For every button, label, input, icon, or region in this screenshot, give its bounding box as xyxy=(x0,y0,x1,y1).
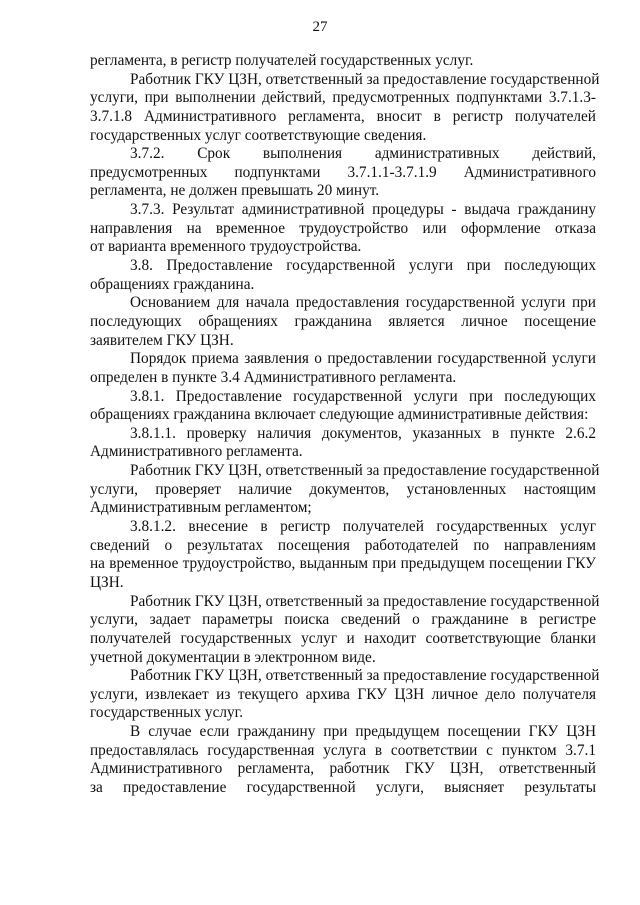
text-line: 3.7.2. Срок выполнения административных действий, xyxy=(130,145,596,163)
text-line: Работник ГКУ ЦЗН, ответственный за предоставление государственной xyxy=(130,462,600,480)
text-line: за предоставление государственной услуги, выясняет результаты xyxy=(90,778,596,796)
text-line: обращениях гражданина включает следующие административные действия: xyxy=(90,406,589,424)
text-line: сведений о результатах посещения работодателей по направлениям xyxy=(90,536,596,554)
text-line: предусмотренных подпунктами 3.7.1.1-3.7.1.9 Административного xyxy=(90,163,596,181)
text-line: учетной документации в электронном виде. xyxy=(90,648,376,666)
text-line: услуги, задает параметры поиска сведений о гражданине в регистре xyxy=(90,611,596,629)
text-line: Административным регламентом; xyxy=(90,499,312,517)
text-line: услуги, проверяет наличие документов, установленных настоящим xyxy=(90,480,596,498)
text-line: Работник ГКУ ЦЗН, ответственный за предоставление государственной xyxy=(130,592,600,610)
text-line: регламента, не должен превышать 20 минут. xyxy=(90,182,380,200)
text-line: 3.8. Предоставление государственной услуги при последующих xyxy=(130,257,596,275)
text-line: 3.7.1.8 Административного регламента, вносит в регистр получателей xyxy=(90,107,596,125)
text-line: регламента, в регистр получателей государственных услуг. xyxy=(90,52,474,69)
page-number: 27 xyxy=(312,19,328,35)
text-line: государственных услуг соответствующие сведения. xyxy=(90,126,427,144)
text-line: государственных услуг. xyxy=(90,704,244,722)
text-line: направления на временное трудоустройство или оформление отказа xyxy=(90,219,596,237)
text-line: ЦЗН. xyxy=(90,573,124,591)
text-line: получателей государственных услуг и находит соответствующие бланки xyxy=(90,629,596,647)
text-line: Административного регламента, работник ГКУ ЦЗН, ответственный xyxy=(90,760,596,778)
text-line: предоставлялась государственная услуга в соответствии с пунктом 3.7.1 xyxy=(90,741,596,759)
text-line: услуги, извлекает из текущего архива ГКУ ЦЗН личное дело получателя xyxy=(90,685,596,703)
text-line: 3.8.1.2. внесение в регистр получателей государственных услуг xyxy=(130,518,596,536)
text-line: Работник ГКУ ЦЗН, ответственный за предоставление государственной xyxy=(130,70,600,88)
text-line: Порядок приема заявления о предоставлении государственной услуги xyxy=(130,350,596,368)
text-line: обращениях гражданина. xyxy=(90,275,255,293)
text-line: 3.8.1. Предоставление государственной услуги при последующих xyxy=(130,387,596,405)
text-line: определен в пункте 3.4 Административного регламента. xyxy=(90,368,457,386)
document-body xyxy=(90,52,600,798)
text-line: Основанием для начала предоставления государственной услуги при xyxy=(130,294,596,312)
text-line: от варианта временного трудоустройства. xyxy=(90,238,362,256)
text-line: 3.8.1.1. проверку наличия документов, указанных в пункте 2.6.2 xyxy=(130,424,596,442)
text-line: Административного регламента. xyxy=(90,443,303,461)
text-line: на временное трудоустройство, выданным при предыдущем посещении ГКУ xyxy=(90,555,596,573)
text-line: В случае если гражданину при предыдущем посещении ГКУ ЦЗН xyxy=(130,723,596,741)
text-line: Работник ГКУ ЦЗН, ответственный за предоставление государственной xyxy=(130,667,600,685)
text-line: услуги, при выполнении действий, предусмотренных подпунктами 3.7.1.3- xyxy=(90,89,596,107)
text-line: заявителем ГКУ ЦЗН. xyxy=(90,331,234,349)
text-line: последующих обращениях гражданина является личное посещение xyxy=(90,312,596,330)
text-line: 3.7.3. Результат административной процедуры - выдача гражданину xyxy=(130,201,596,219)
